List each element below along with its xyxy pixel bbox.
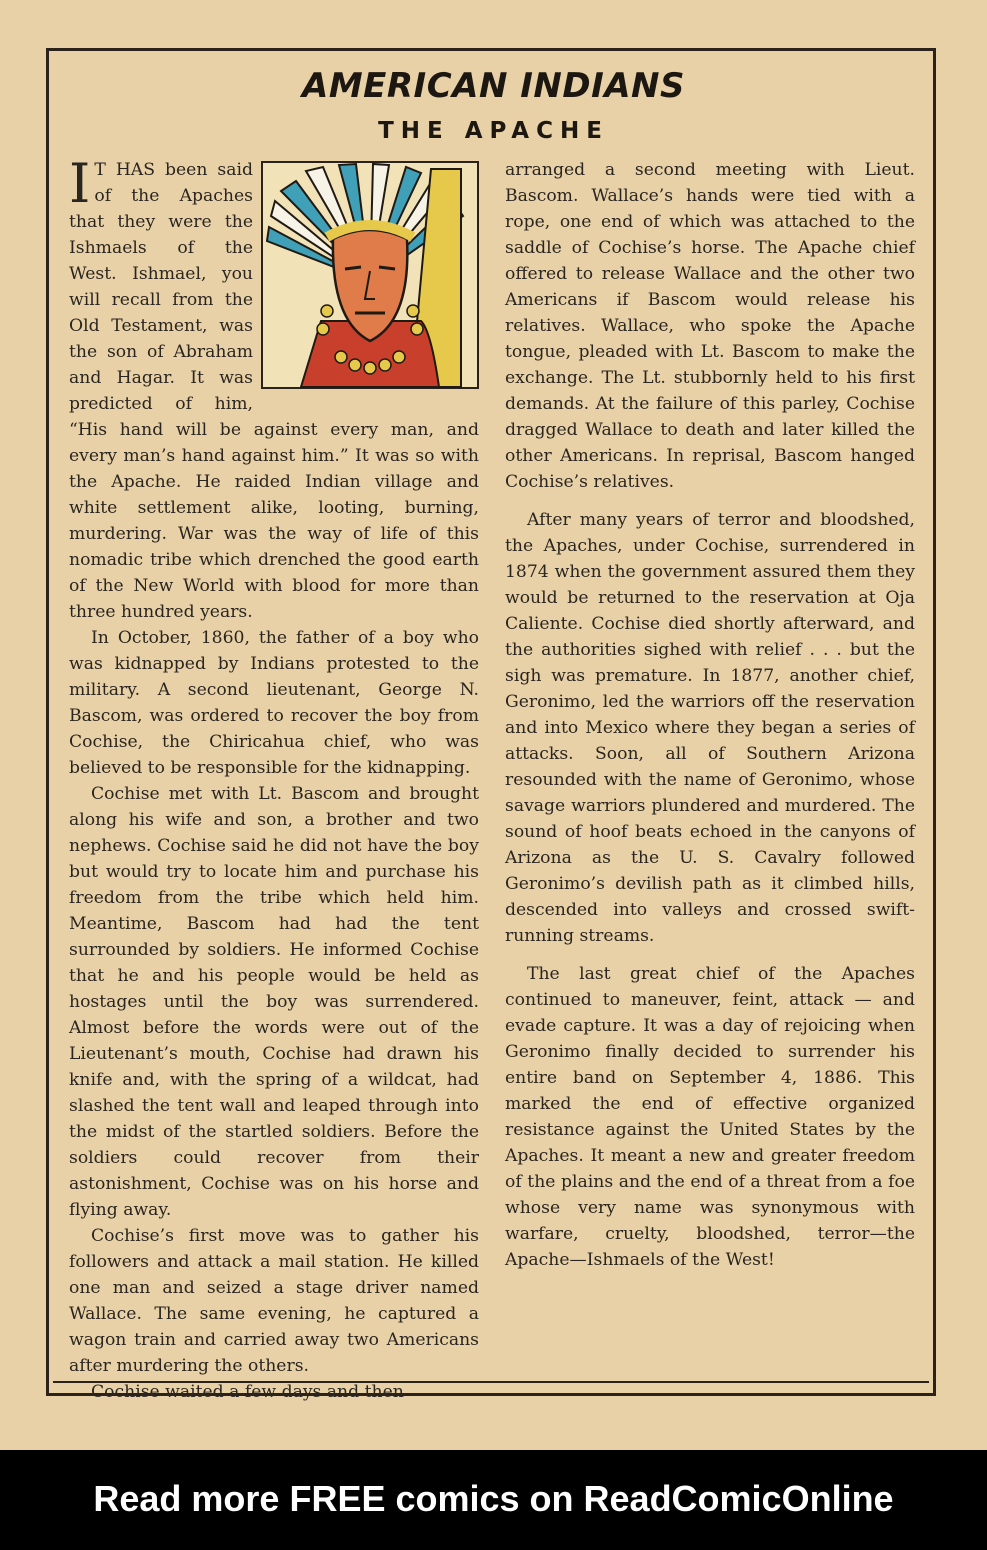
- promo-banner-text[interactable]: Read more FREE comics on ReadComicOnline: [93, 1478, 894, 1519]
- paragraph-3: Cochise met with Lt. Bascom and brought along his wife and son, a brother and two nephews. Cochise said he did not have the boy but would try to locate him and purchase his freedom from the tribe which held him. Meantime, Bascom had had the tent surrounded by soldiers. He informed Cochise that he and his people would be held as hostages until the boy was surrendered. Almost before the words were out of the Lieutenant’s mouth, Cochise had drawn his knife and, with the spring of a wildcat, had slashed the tent wall and leaped through into the midst of the startled soldiers. Before the soldiers could recover from their astonishment, Cochise was on his horse and flying away.: [69, 784, 479, 1220]
- drop-cap: I: [69, 152, 91, 215]
- paragraph-5-continued: arranged a second meeting with Lieut. Bascom. Wallace’s hands were tied with a rope, one end of which was attached to the saddle of Cochise’s horse. The Apache chief offered to release Wallace and the other two Americans if Bascom would release his relatives. Wallace, who spoke the Apache tongue, pleaded with Lt. Bascom to make the exchange. The Lt. stubbornly held to his first demands. At the failure of this parley, Cochise dragged Wallace to death and later killed the other Americans. In reprisal, Bascom hanged Cochise’s relatives.: [505, 160, 915, 492]
- paragraph-7: The last great chief of the Apaches continued to maneuver, feint, attack — and evade capture. It was a day of rejoicing when Geronimo finally decided to surrender his entire band on September 4, 1886. This marked the end of effective organized resistance against the United States by the Apaches. It meant a new and greater freedom of the plains and the end of a threat from a foe whose very name was synonymous with warfare, cruelty, bloodshed, terror—the Apache—Ishmaels of the West!: [505, 964, 915, 1270]
- apache-chief-portrait-icon: [261, 161, 479, 389]
- paragraph-2: In October, 1860, the father of a boy who was kidnapped by Indians protested to the military. A second lieutenant, George N. Bascom, was ordered to recover the boy from Cochise, the Chiricahua chief, who was believed to be responsible for the kidnapping.: [69, 628, 479, 778]
- article-column-left: [69, 152, 479, 1405]
- article-column-right: [505, 157, 915, 1273]
- paragraph-5: Cochise waited a few days and then: [91, 1382, 404, 1402]
- article-title: AMERICAN INDIANS: [302, 66, 685, 106]
- paragraph-1-text: T HAS been said of the Apaches that they were the Ishmaels of the West. Ishmael, you will recall from the Old Testament, was the son of Abraham and Hagar. It was predicted of him, “His hand will be against every man, and every man’s hand against him.” It was so with the Apache. He raided Indian village and white settlement alike, looting, burning, murdering. War was the way of life of this nomadic tribe which drenched the good earth of the New World with blood for more than three hundred years.: [69, 160, 479, 622]
- paragraph-4: Cochise’s first move was to gather his followers and attack a mail station. He killed one man and seized a stage driver named Wallace. The same evening, he captured a wagon train and carried away two Americans after murdering the others.: [69, 1226, 479, 1376]
- article-subtitle: THE APACHE: [378, 118, 609, 144]
- paragraph-6: After many years of terror and bloodshed, the Apaches, under Cochise, surrendered in 1874 when the government assured them they would be returned to the reservation at Oja Caliente. Cochise died shortly afterward, and the authorities sighed with relief . . . but the sigh was premature. In 1877, another chief, Geronimo, led the warriors off the reservation and into Mexico where they began a series of attacks. Soon, all of Southern Arizona resounded with the name of Geronimo, whose savage warriors plundered and murdered. The sound of hoof beats echoed in the canyons of Arizona as the U. S. Cavalry followed Geronimo’s devilish path as it climbed hills, descended into valleys and crossed swift-running streams.: [505, 510, 915, 946]
